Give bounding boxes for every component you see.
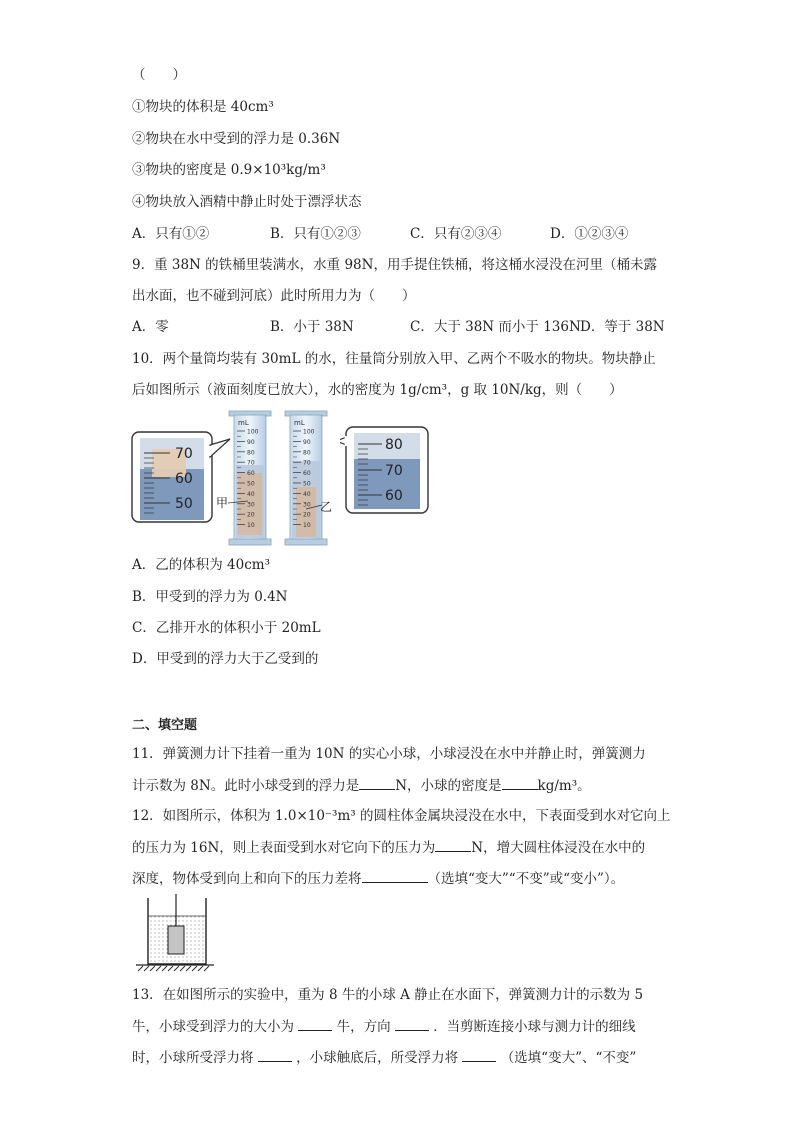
q8-option-d: D．①②③④	[550, 226, 629, 242]
right-cylinder-unit: mL	[294, 419, 305, 427]
q10-option-a: A．乙的体积为 40cm³	[132, 557, 270, 573]
q11-text-part-3: kg/m³。	[537, 778, 591, 794]
q9-text-line-2: 出水面，也不碰到河底）此时所用力为（ ）	[132, 288, 416, 304]
q13-blank-3[interactable]	[258, 1048, 292, 1062]
q8-option-c: C．只有②③④	[410, 226, 502, 242]
right-cylinder-scale-label: 80	[303, 449, 311, 457]
q10-option-c: C．乙排开水的体积小于 20mL	[132, 620, 321, 636]
q11-blank-1[interactable]	[359, 776, 395, 790]
q10-text-line-2: 后如图所示（液面刻度已放大），水的密度为 1g/cm³，g 取 10N/kg，则（ ）	[132, 382, 623, 398]
left-cylinder-scale-label: 10	[247, 522, 255, 530]
left-cylinder-scale-label: 60	[247, 470, 255, 478]
q9-option-a: A．零	[132, 319, 169, 335]
q8-statement-2: ②物块在水中受到的浮力是 0.36N	[132, 131, 341, 147]
q12-blank-2[interactable]	[362, 869, 428, 883]
label-jia: 甲	[216, 496, 229, 510]
right-cylinder-scale-label: 20	[303, 511, 311, 519]
q11-blank-2[interactable]	[502, 776, 538, 790]
right-zoom-label-1: 80	[385, 437, 403, 453]
q11-text-line-2	[132, 776, 591, 795]
left-cylinder-scale-label: 90	[247, 438, 255, 446]
right-cylinder-scale-label: 100	[303, 428, 315, 436]
right-cylinder-scale-label: 30	[303, 501, 311, 509]
q9-option-d: D．等于 38N	[580, 319, 665, 335]
q8-option-b: B．只有①②③	[270, 226, 361, 242]
q12-text-part-3: 深度，物体受到向上和向下的压力差将	[132, 871, 362, 887]
q13-blank-4[interactable]	[462, 1048, 496, 1062]
q9-option-c: C．大于 38N 而小于 136N	[410, 319, 581, 335]
q11-text-part-1: 计示数为 8N。此时小球受到的浮力是	[132, 778, 360, 794]
left-zoom-label-3: 50	[175, 496, 193, 512]
q10-option-d: D．甲受到的浮力大于乙受到的	[132, 651, 319, 667]
q10-right-zoom-figure	[340, 425, 435, 520]
q13-text-part-3: ．当剪断连接小球与测力计的细线	[433, 1019, 636, 1035]
q12-text-line-2	[132, 838, 645, 857]
q11-text-line-1: 11．弹簧测力计下挂着一重为 10N 的实心小球，小球浸没在水中并静止时，弹簧测力	[132, 746, 646, 762]
q12-text-part-4: （选填“变大”“不变”或“变小”）。	[427, 871, 625, 887]
q12-text-line-3	[132, 869, 624, 888]
left-cylinder-scale-label: 70	[247, 459, 255, 467]
right-cylinder-scale-label: 60	[303, 470, 311, 478]
section-title: 二、填空题	[132, 718, 198, 733]
q13-blank-2[interactable]	[395, 1017, 429, 1031]
right-cylinder	[285, 411, 332, 545]
q8-statement-4: ④物块放入酒精中静止时处于漂浮状态	[132, 194, 362, 210]
q12-blank-1[interactable]	[435, 838, 471, 852]
right-zoom-bubble	[340, 427, 428, 513]
q13-text-part-2: 牛，方向	[336, 1019, 391, 1035]
left-cylinder-scale-label: 20	[247, 511, 255, 519]
q13-text-line-3	[132, 1048, 636, 1067]
left-zoom-label-2: 60	[175, 471, 193, 487]
q13-text-part-4: 时，小球所受浮力将	[132, 1050, 254, 1066]
right-cylinder-scale-label: 90	[303, 438, 311, 446]
right-cylinder-scale-label: 50	[303, 480, 311, 488]
q13-text-line-1: 13．在如图所示的实验中，重为 8 牛的小球 A 静止在水面下，弹簧测力计的示数为 5	[132, 987, 644, 1003]
left-cylinder-scale-label: 40	[247, 490, 255, 498]
q11-text-part-2: N，小球的密度是	[395, 778, 502, 794]
q12-text-part-2: N，增大圆柱体浸没在水中的	[471, 840, 646, 856]
q8-option-a: A．只有①②	[132, 226, 210, 242]
q8-statement-3: ③物块的密度是 0.9×10³kg/m³	[132, 162, 326, 178]
q9-text-line-1: 9．重 38N 的铁桶里装满水，水重 98N，用手提住铁桶，将这桶水浸没在河里（桶未露	[132, 257, 657, 273]
right-cylinder-scale-label: 70	[303, 459, 311, 467]
left-cylinder-scale-label: 30	[247, 501, 255, 509]
right-zoom-label-3: 60	[385, 488, 403, 504]
q13-text-part-5: ，小球触底后，所受浮力将	[296, 1050, 459, 1066]
left-cylinder-scale-label: 80	[247, 449, 255, 457]
left-zoom-label-1: 70	[175, 446, 193, 462]
q12-text-line-1: 12．如图所示，体积为 1.0×10⁻³m³ 的圆柱体金属块浸没在水中，下表面受到水对它向上	[132, 808, 671, 824]
label-yi: 乙	[320, 500, 333, 514]
q13-blank-1[interactable]	[298, 1017, 332, 1031]
left-cylinder-scale-label: 100	[247, 428, 259, 436]
left-cylinder-scale-label: 50	[247, 480, 255, 488]
right-cylinder-scale-label: 10	[303, 522, 311, 530]
q8-paren: （ ）	[132, 67, 186, 83]
q12-text-part-1: 的压力为 16N，则上表面受到水对它向下的压力为	[132, 840, 436, 856]
q8-statement-1: ①物块的体积是 40cm³	[132, 99, 274, 115]
q10-text-line-1: 10．两个量筒均装有 30mL 的水，往量筒分别放入甲、乙两个不吸水的物块。物块静止	[132, 351, 656, 367]
q13-text-line-2	[132, 1017, 636, 1036]
left-cylinder-unit: mL	[238, 419, 249, 427]
q12-container-figure	[134, 892, 216, 972]
q13-text-part-1: 牛，小球受到浮力的大小为	[132, 1019, 294, 1035]
q9-option-b: B．小于 38N	[270, 319, 354, 335]
left-cylinder	[216, 411, 271, 545]
q13-text-part-6: （选填“变大”、“不变”	[500, 1050, 637, 1066]
right-cylinder-scale-label: 40	[303, 490, 311, 498]
right-zoom-label-2: 70	[385, 463, 403, 479]
q10-option-b: B．甲受到的浮力为 0.4N	[132, 589, 288, 605]
